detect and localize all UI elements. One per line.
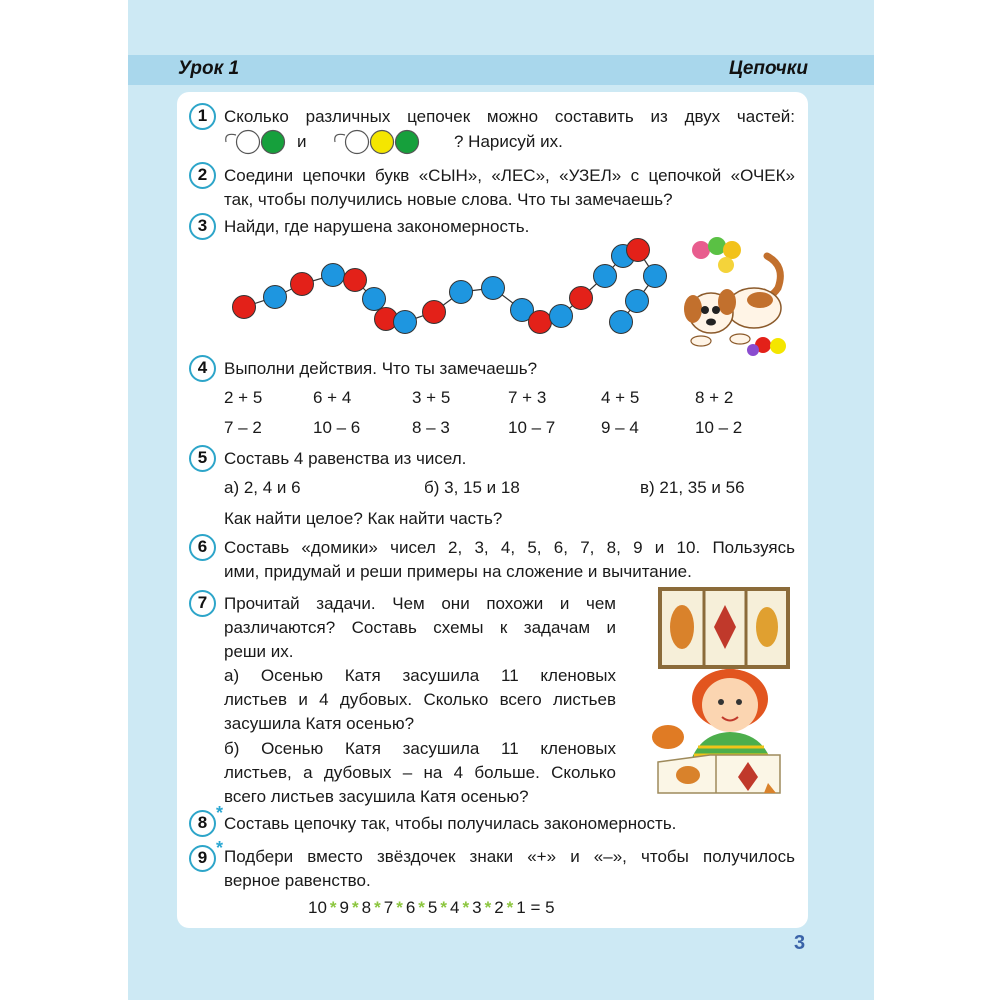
task-number-1: 1 [189,103,216,130]
task5-option-b: б) 3, 15 и 18 [424,478,520,497]
bead-blue [264,286,287,309]
star-placeholder: * [484,898,492,917]
star-placeholder: * [374,898,381,917]
eq-number: 2 [494,898,504,917]
girl-eye [718,699,724,705]
page-number: 3 [794,932,806,954]
task4-text: Выполни действия. Что ты замечаешь? [224,359,538,378]
expression: 4 + 5 [601,388,640,407]
ball-purple [747,344,759,356]
eq-result: = 5 [530,898,555,917]
task1-text-2: ? Нарисуй их. [454,132,563,151]
task7-a-3: засушила Катя осенью? [224,714,415,733]
girl-face [702,678,758,732]
expression: 7 + 3 [508,388,547,407]
ball-yellow-3 [770,338,786,354]
task5-option-c: в) 21, 35 и 56 [640,478,745,497]
eq-number: 6 [405,898,416,917]
star-placeholder: * [352,898,359,917]
task7-intro-3: реши их. [224,642,294,661]
task9-text-2: верное равенство. [224,871,371,890]
girl-eye [736,699,742,705]
chain-hook-2 [335,134,345,142]
dog-paw [730,334,750,344]
wave-bead-chain [225,238,670,343]
dog-spot [747,292,773,308]
eq-number: 4 [450,898,460,917]
expression: 10 – 7 [508,418,556,437]
bead-red [570,287,593,310]
star-placeholder: * [506,898,514,917]
expression: 9 – 4 [601,418,639,437]
star-placeholder: * [462,898,470,917]
task7-a-1: а) Осенью Катя засушила 11 кленовых [224,666,616,685]
eq-number: 8 [361,898,372,917]
dog-eye [701,306,709,314]
dog-tail [764,256,780,295]
task7-a-2: листьев и 4 дубовых. Сколько всего листьев [224,690,616,709]
eq-number: 1 [516,898,526,917]
girl-with-leaves-illustration [640,587,790,803]
dog-paw [691,336,711,346]
task2-text-2: так, чтобы получились новые слова. Что ты замечаешь? [224,190,673,209]
bead-red [233,296,256,319]
task7-b-3: всего листьев засушила Катя осенью? [224,787,529,806]
task5-option-a: а) 2, 4 и 6 [224,478,301,497]
bead-blue [363,288,386,311]
expression: 8 – 3 [412,418,450,437]
eq-number: 7 [383,898,394,917]
cat [652,725,684,749]
bead-blue [610,311,633,334]
task6-text-1: Составь «домики» чисел 2, 3, 4, 5, 6, 7, 8, 9 и 10. Пользуясь [224,538,795,557]
task1-text: Сколько различных цепочек можно составить из двух частей: [224,107,795,126]
dog-nose [706,319,716,326]
dog-ear-left [684,295,702,323]
task9-equation [308,898,555,918]
task-number-7: 7 [189,590,216,617]
expression: 10 – 6 [313,418,361,437]
expression: 3 + 5 [412,388,451,407]
task-number-9: 9 * [189,845,216,872]
bead-white [237,131,260,154]
bead-red [423,301,446,324]
task-number-3: 3 [189,213,216,240]
task7-intro-1: Прочитай задачи. Чем они похожи и чем [224,594,616,613]
task7-intro-2: различаются? Составь схемы к задачам и [224,618,616,637]
expression: 6 + 4 [313,388,352,407]
bead-red [529,311,552,334]
bead-red [291,273,314,296]
bead-blue [644,265,667,288]
task6-text-2: ими, придумай и реши примеры на сложение и вычитание. [224,562,692,581]
ball-yellow [723,241,741,259]
task7-b-2: листьев, а дубовых – на 4 больше. Сколько [224,763,616,782]
leaf-orange [670,605,694,649]
bead-blue [626,290,649,313]
expression: 8 + 2 [695,388,734,407]
bead-green [262,131,285,154]
expression: 10 – 2 [695,418,743,437]
chain-hook-1 [226,134,236,142]
leaf-in-book [676,766,700,784]
lesson-title: Урок 1 [178,58,240,79]
task7-b-1: б) Осенью Катя засушила 11 кленовых [224,739,616,758]
task-number-5: 5 [189,445,216,472]
star-placeholder: * [329,898,337,917]
bead-blue [322,264,345,287]
star-placeholder: * [440,898,448,917]
expression: 7 – 2 [224,418,262,437]
task-number-6: 6 [189,534,216,561]
star-placeholder: * [396,898,403,917]
dog-ear-right [718,289,736,315]
task8-text: Составь цепочку так, чтобы получилась закономерность. [224,814,677,833]
dog-eye [712,306,720,314]
eq-number: 3 [472,898,482,917]
dog-with-balls-illustration [682,236,792,358]
bead-red [627,239,650,262]
task-number-2: 2 [189,162,216,189]
leaf-yellow [756,607,778,647]
task5-question: Как найти целое? Как найти часть? [224,509,503,528]
ball-pink [692,241,710,259]
bead-blue [594,265,617,288]
topic-title: Цепочки [729,58,808,79]
bead-blue [394,311,417,334]
bead-white [346,131,369,154]
task-number-4: 4 [189,355,216,382]
bead-yellow [371,131,394,154]
task9-text-1: Подбери вместо звёздочек знаки «+» и «–», чтобы получилось [224,847,795,866]
eq-number: 5 [427,898,438,917]
bead-green [396,131,419,154]
task1-and: и [297,132,307,151]
bead-blue [450,281,473,304]
bead-blue [482,277,505,300]
bead-red [344,269,367,292]
task5-text: Составь 4 равенства из чисел. [224,449,467,468]
task3-text: Найди, где нарушена закономерность. [224,217,530,236]
eq-number: 9 [339,898,350,917]
eq-number: 10 [308,898,327,917]
bead-chains-examples [220,126,470,158]
task-number-8: 8 * [189,810,216,837]
ball-yellow-2 [718,257,734,273]
expression: 2 + 5 [224,388,263,407]
star-placeholder: * [418,898,425,917]
bead-blue [550,305,573,328]
task2-text-1: Соедини цепочки букв «СЫН», «ЛЕС», «УЗЕЛ» с цепочкой «ОЧЕК» [224,166,795,185]
